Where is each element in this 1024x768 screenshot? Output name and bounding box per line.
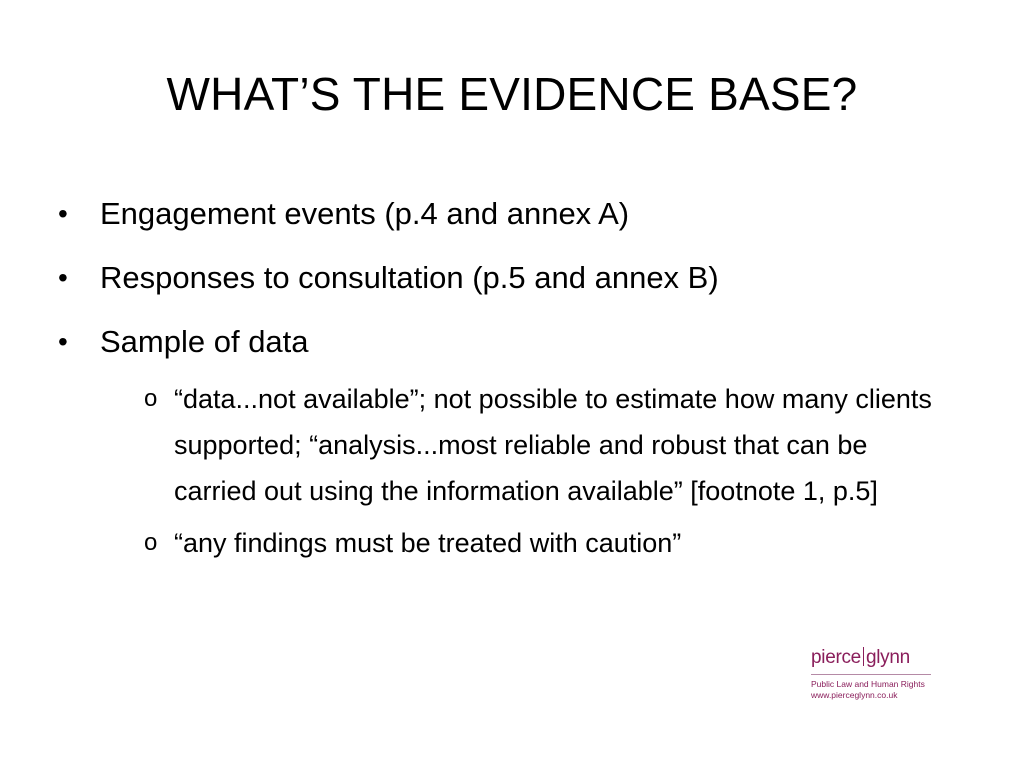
logo-website: www.pierceglynn.co.uk bbox=[811, 690, 898, 700]
sub-bullet-item bbox=[144, 376, 954, 514]
bullet-marker: • bbox=[58, 198, 68, 229]
slide-title: WHAT’S THE EVIDENCE BASE? bbox=[166, 68, 858, 120]
sub-bullet-item bbox=[144, 520, 954, 566]
sub-bullet-marker: o bbox=[144, 385, 158, 412]
bullet-item bbox=[56, 192, 956, 236]
logo-name-right: glynn bbox=[865, 647, 910, 668]
bullet-text: Responses to consultation (p.5 and annex B) bbox=[100, 260, 719, 295]
bullet-marker: • bbox=[58, 262, 68, 293]
bullet-text: Sample of data bbox=[100, 324, 309, 359]
bullet-list bbox=[56, 192, 956, 566]
logo-separator bbox=[863, 647, 864, 666]
bullet-marker: • bbox=[58, 326, 68, 357]
logo-tagline: Public Law and Human Rights bbox=[811, 679, 925, 689]
bullet-text: Engagement events (p.4 and annex A) bbox=[100, 196, 630, 231]
pierce-glynn-logo bbox=[811, 646, 941, 701]
logo-name-left: pierce bbox=[811, 647, 861, 668]
bullet-item bbox=[56, 256, 956, 300]
logo-wordmark bbox=[811, 646, 941, 670]
sub-bullet-text: “data...not available”; not possible to estimate how many clients supported; “analysis...most reliable and robust that can be carried out using the information available” [footnote 1, p.5] bbox=[174, 384, 932, 506]
bullet-item bbox=[56, 320, 956, 364]
sub-bullet-marker: o bbox=[144, 529, 158, 556]
sub-bullet-text: “any findings must be treated with caution” bbox=[174, 528, 682, 558]
logo-divider bbox=[811, 674, 931, 675]
sub-bullet-list bbox=[56, 376, 956, 566]
